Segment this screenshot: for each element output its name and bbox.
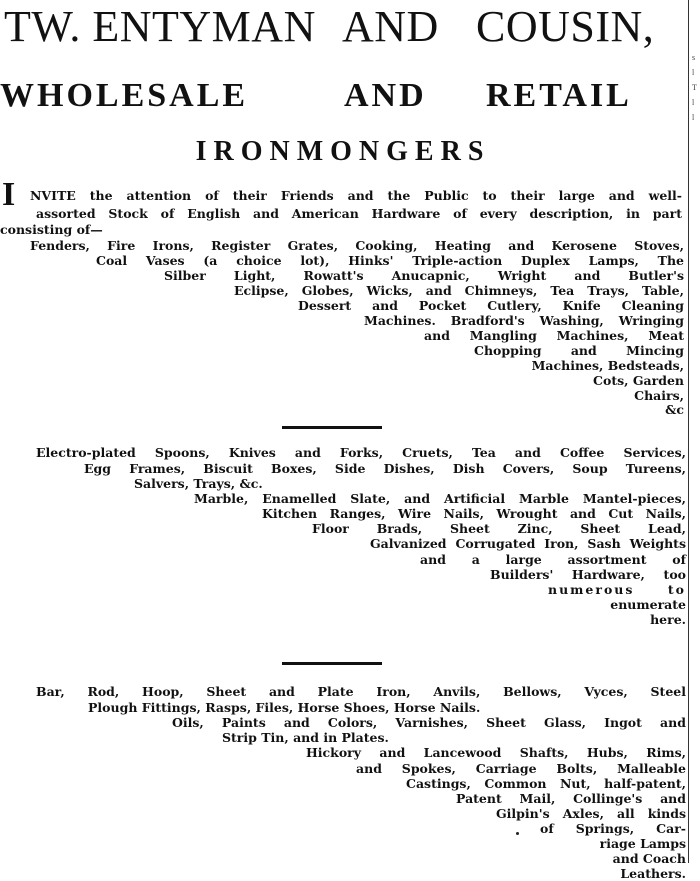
stock-line: Eclipse, Globes, Wicks, and Chimneys, Tea Trays, Table,	[234, 283, 684, 298]
drop-cap: I	[2, 176, 16, 213]
stock-line: Marble, Enamelled Slate, and Artificial Marble Mantel-pieces,	[194, 491, 686, 506]
stock-line: Dessert and Pocket Cutlery, Knife Cleaning	[298, 298, 684, 313]
margin-char: s	[692, 53, 696, 62]
intro-line: consisting of—	[0, 222, 103, 237]
stock-line: numerous to	[548, 582, 686, 597]
stock-line: and a large assortment of	[420, 552, 686, 567]
stock-line: here.	[650, 612, 686, 627]
stock-line: Bar, Rod, Hoop, Sheet and Plate Iron, Anvils, Bellows, Vyces, Steel	[36, 684, 686, 699]
adjacent-column-fragment	[692, 50, 700, 125]
margin-char: l	[692, 98, 695, 107]
firm-name-part: AND	[342, 2, 439, 51]
stock-line: Chopping and Mincing	[474, 343, 684, 358]
section-divider	[282, 426, 382, 429]
stock-line: Salvers, Trays, &c.	[134, 476, 263, 491]
section-divider	[282, 662, 382, 665]
stock-line: Castings, Common Nut, half-patent,	[406, 776, 686, 791]
intro-line: assorted Stock of English and American Hardware of every description, in part	[36, 206, 682, 221]
stock-line: riage Lamps	[599, 836, 686, 851]
stock-line: Cots, Garden	[593, 373, 684, 388]
stock-line: Galvanized Corrugated Iron, Sash Weights	[370, 536, 686, 551]
firm-name-heading	[0, 2, 686, 52]
firm-name-part: COUSIN,	[476, 2, 655, 51]
ink-speck	[516, 832, 519, 835]
intro-line: NVITE the attention of their Friends and the Public to their large and well-	[30, 188, 682, 203]
firm-name-part: TW. ENTYMAN	[4, 2, 316, 51]
stock-line: Egg Frames, Biscuit Boxes, Side Dishes, Dish Covers, Soup Tureens,	[84, 461, 686, 476]
stock-line: Gilpin's Axles, all kinds	[496, 806, 686, 821]
margin-char: l	[692, 68, 695, 77]
stock-line: and Coach	[612, 851, 686, 866]
stock-line: Hickory and Lancewood Shafts, Hubs, Rims,	[306, 745, 686, 760]
stock-line: of Springs, Car-	[540, 821, 686, 836]
stock-line: Coal Vases (a choice lot), Hinks' Triple-action Duplex Lamps, The	[96, 253, 684, 268]
stock-line: Strip Tin, and in Plates.	[222, 730, 389, 745]
trade-title: IRONMONGERS	[195, 136, 491, 167]
stock-line: Machines, Bedsteads,	[531, 358, 684, 373]
stock-line: Patent Mail, Collinge's and	[456, 791, 686, 806]
stock-line: Kitchen Ranges, Wire Nails, Wrought and Cut Nails,	[262, 506, 686, 521]
stock-line: Fenders, Fire Irons, Register Grates, Cooking, Heating and Kerosene Stoves,	[30, 238, 684, 253]
trade-part: AND	[344, 77, 427, 114]
column-rule	[688, 0, 689, 863]
stock-line: Electro-plated Spoons, Knives and Forks, Cruets, Tea and Coffee Services,	[36, 445, 686, 460]
stock-line: Chairs,	[634, 388, 684, 403]
stock-line: Leathers.	[620, 866, 686, 881]
stock-line: Builders' Hardware, too	[490, 567, 686, 582]
stock-line: Machines. Bradford's Washing, Wringing	[364, 313, 684, 328]
stock-line: enumerate	[610, 597, 686, 612]
trade-part: WHOLESALE	[0, 77, 249, 114]
trade-heading	[0, 74, 686, 118]
stock-line: Oils, Paints and Colors, Varnishes, Sheet Glass, Ingot and	[172, 715, 686, 730]
stock-line: and Mangling Machines, Meat	[424, 328, 684, 343]
stock-line: Silber Light, Rowatt's Anucapnic, Wright and Butler's	[164, 268, 684, 283]
margin-char: T	[692, 83, 697, 92]
stock-line: Plough Fittings, Rasps, Files, Horse Shoes, Horse Nails.	[88, 700, 481, 715]
stock-line: &c	[665, 402, 684, 417]
trade-part: RETAIL	[486, 77, 632, 114]
stock-line: Floor Brads, Sheet Zinc, Sheet Lead,	[312, 521, 686, 536]
stock-line: and Spokes, Carriage Bolts, Malleable	[356, 761, 686, 776]
margin-char: l	[692, 113, 695, 122]
